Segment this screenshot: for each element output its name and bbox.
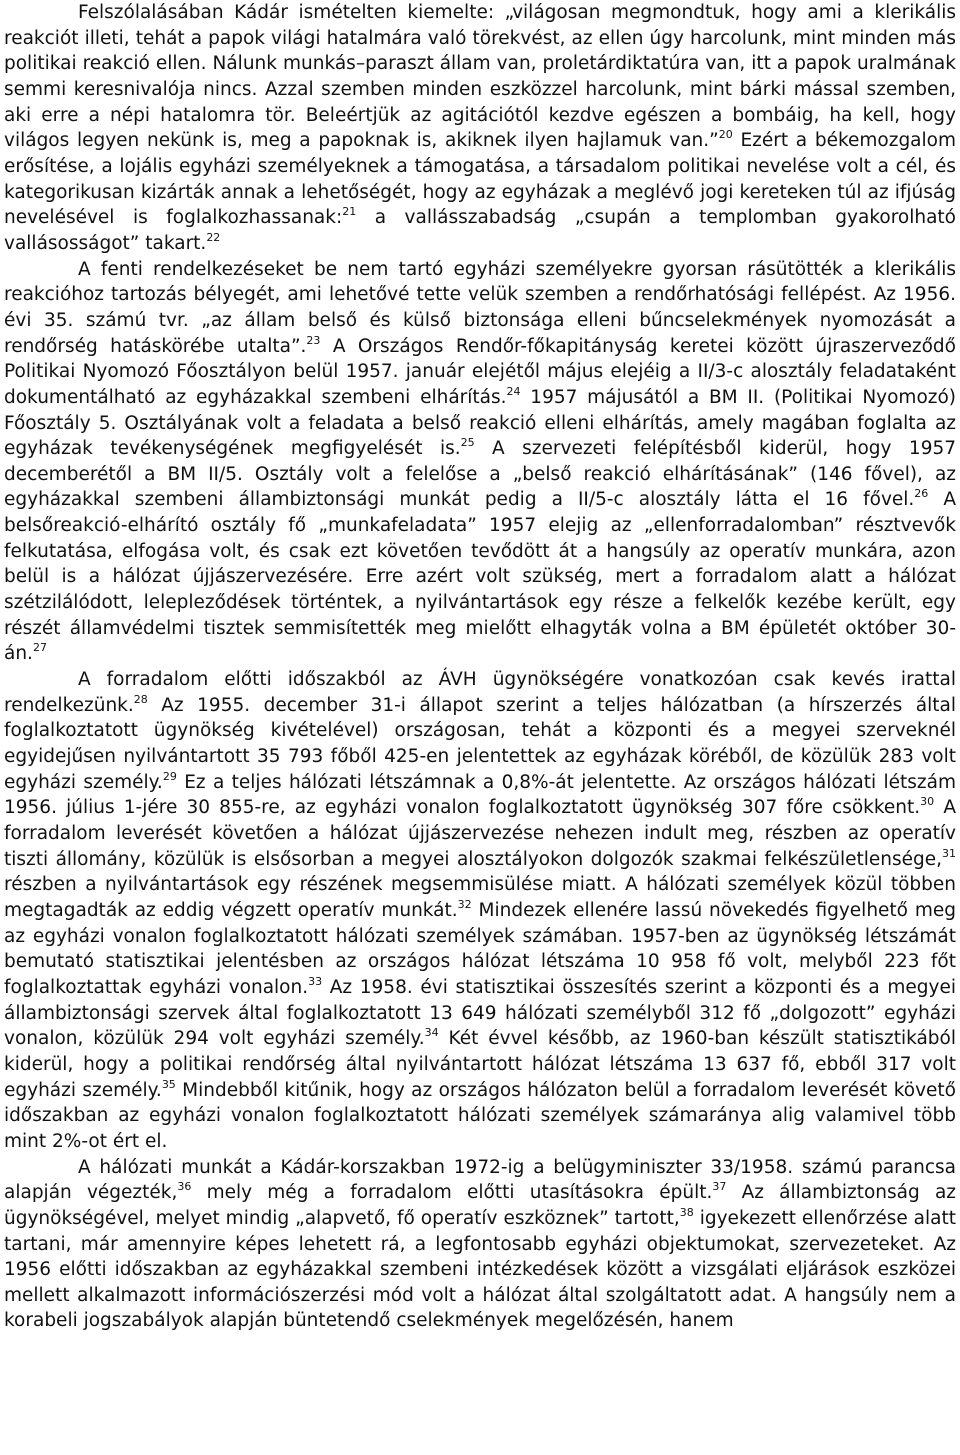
footnote-marker[interactable]: 21 [342,205,357,219]
footnote-marker[interactable]: 25 [460,436,475,450]
footnote-marker[interactable]: 26 [914,487,929,501]
paragraph-text: Az 1955. december 31-i állapot szerint a teljes hálózatban (a hírszerzés által foglalkoztatott ügynökség kivételével) országosan, tehát a központi és a megyei szerveknél egyidejűsen nyilvántartott 35 793 főből 425-en jelentettek az egyházak köréből, de közülük 283 volt egyházi személy. [4,694,956,793]
footnote-marker[interactable]: 28 [133,692,148,706]
document-page [4,0,956,1334]
paragraph-text: A szervezeti felépítésből kiderül, hogy 1957 decemberétől a BM II/5. Osztály volt a felelőse a „belső reakció elhárításának” (146 fővel), az egyházakkal szembeni állambiztonsági munkát pedig a II/5-c alosztály látta el 16 fővel. [4,438,957,511]
paragraph [4,667,956,1154]
paragraph-text: igyekezett ellenőrzése alatt tartani, már amennyire képes lehetett rá, a legfontosabb egyházi objektumokat, szervezeteket. Az 1956 előtti időszakban az egyházakkal szembeni intézkedések között a vizsgálati eljárások eszközei mellett alkalmazott információszerzési mód volt a hálózat által szolgáltatott adat. A hangsúly nem a korabeli jogszabályok alapján büntetendő cselekmények megelőzésén, hanem [4,1207,956,1332]
paragraph-text: A hálózati munkát a Kádár-korszakban 1972-ig a belügyminiszter 33/1958. számú parancsa alapján végezték, [4,1156,956,1204]
footnote-marker[interactable]: 24 [506,384,521,398]
footnote-marker[interactable]: 33 [308,974,323,988]
footnote-marker[interactable]: 27 [32,641,47,655]
footnote-marker[interactable]: 20 [718,128,733,142]
paragraph-text: A Országos Rendőr-főkapitányság keretei között újraszerveződő Politikai Nyomozó Főosztályon belül 1957. január elejétől május elejéig a II/3-c alosztály feladataként dokumentálható az egyházakkal szembeni elhárítás. [4,335,956,408]
paragraph-text: A fenti rendelkezéseket be nem tartó egyházi személyekre gyorsan rásütötték a klerikális reakcióhoz tartozás bélyegét, ami lehetővé tette velük szemben a rendőrhatósági fellépést. Az 1956. évi 35. számú tvr. „az állam belső és külső biztonsága elleni bűncselekmények nyomozását a rendőrség hatáskörébe utalta”. [4,258,956,357]
paragraph-text: A belsőreakció-elhárító osztály fő „munkafeladata” 1957 elejig az „ellenforradalomban” résztvevők felkutatása, elfogása volt, és csak ezt követően tevődött át a hangsúly az operatív munkára, azon belül is a hálózat újjászervezésére. Erre azért volt szükség, mert a forradalom alatt a hálózat szétzilálódott, lelepleződések történtek, a nyilvántartások egy része a felkelők kezébe került, egy részét államvédelmi tisztek semmisítették meg mielőtt elhagyták volna a BM épületét október 30-án. [4,489,956,665]
paragraph-text: Ez a teljes hálózati létszámnak a 0,8%-át jelentette. Az országos hálózati létszám 1956. július 1-jére 30 855-re, az egyházi vonalon foglalkoztatott ügynökség 307 főre csökkent. [4,771,956,819]
paragraph [4,257,956,668]
paragraph [4,0,956,257]
paragraph-text: mely még a forradalom előtti utasításokra épült. [191,1182,713,1204]
footnote-marker[interactable]: 34 [424,1026,439,1040]
footnote-marker[interactable]: 35 [161,1077,176,1091]
footnote-marker[interactable]: 36 [177,1180,192,1194]
footnote-marker[interactable]: 22 [206,230,221,244]
footnote-marker[interactable]: 32 [457,897,472,911]
footnote-marker[interactable]: 38 [679,1205,694,1219]
paragraph-text: a vallásszabadság „csupán a templomban gyakorolható vallásosságot” takart. [4,207,956,254]
paragraph-text: Az állambiztonság az ügynökségével, melyet mindig „alapvető, fő operatív eszköznek” tartott, [4,1182,956,1229]
paragraph-text: Két évvel később, az 1960-ban készült statisztikából kiderül, hogy a politikai rendőrség által nyilvántartott hálózat létszáma 13 637 fő, ebből 317 volt egyházi személy. [4,1028,957,1101]
paragraph-text: A forradalom előtti időszakból az ÁVH ügynökségére vonatkozóan csak kevés irattal rendelkezünk. [4,669,956,716]
footnote-marker[interactable]: 37 [712,1180,727,1194]
paragraph [4,1155,956,1335]
paragraph-text: Felszólalásában Kádár ismételten kiemelte: „világosan megmondtuk, hogy ami a klerikális reakciót illeti, tehát a papok világi hatalmára való törekvést, az ellen úgy harcolunk, mint minden más politikai reakció ellen. Nálunk munkás–paraszt állam van, proletárdiktatúra van, itt a papok uralmának semmi keresnivalója nincs. Azzal szemben minden eszközzel harcolunk, mint bárki mással szemben, aki erre a népi hatalomra tör. Beleértjük az agitációtól kezdve egészen a bombáig, ha kell, hogy világos legyen nekünk is, meg a papoknak is, akiknek ilyen hajlamuk van.” [4,2,956,152]
paragraph-text: Mindebből kitűnik, hogy az országos hálózaton belül a forradalom leverését követő időszakban az egyházi vonalon foglalkoztatott hálózati személyek számaránya alig valamivel több mint 2%-ot ért el. [4,1079,956,1152]
footnote-marker[interactable]: 23 [306,333,321,347]
paragraph-text: 1957 májusától a BM II. (Politikai Nyomozó) Főosztály 5. Osztályának volt a feladata a belső reakció elleni elhárítás, amely magában foglalta az egyházak tevékenységének megfigyelését is. [4,386,957,460]
footnote-marker[interactable]: 30 [920,795,935,809]
paragraph-text: A forradalom leverését követően a hálózat újjászervezése nehezen indult meg, részben az operatív tiszti állomány, közülük is elsősorban a megyei alosztályokon dolgozók szakmai felkészületlensége, [4,797,956,870]
paragraph-text: Ezért a békemozgalom erősítése, a lojális egyházi személyeknek a támogatása, a társadalom politikai nevelése volt a cél, és kategorikusan kizárták annak a lehetőségét, hogy az egyházak a meglévő jogi kereteken túl az ifjúság nevelésével is foglalkozhassanak: [4,130,957,229]
paragraph-text: Az 1958. évi statisztikai összesítés szerint a központi és a megyei állambiztonsági szervek által foglalkoztatott 13 649 hálózati személyből 312 fő „dolgozott” egyházi vonalon, közülük 294 volt egyházi személy. [4,976,956,1050]
footnote-marker[interactable]: 29 [162,769,177,783]
paragraph-text: Mindezek ellenére lassú növekedés figyelhető meg az egyházi vonalon foglalkoztatott hálózati személyek számában. 1957-ben az ügynökség létszámát bemutató statisztikai jelentésben az országos hálózat létszáma 10 958 fő volt, melyből 223 főt foglalkoztattak egyházi vonalon. [4,899,956,998]
paragraph-text: részben a nyilvántartások egy részének megsemmisülése miatt. A hálózati személyek közül többen megtagadták az eddig végzett operatív munkát. [4,874,956,921]
footnote-marker[interactable]: 31 [942,846,956,860]
